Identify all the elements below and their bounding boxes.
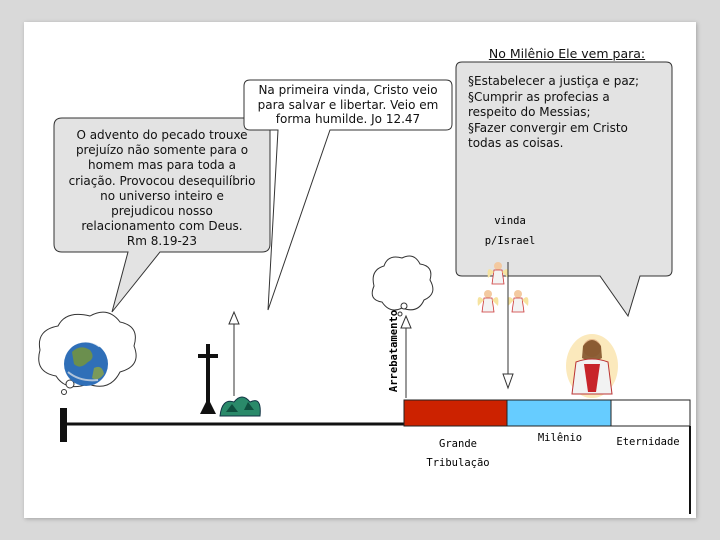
first-coming-callout-text: [246, 83, 450, 127]
millennium-line: §Fazer convergir em Cristo: [468, 120, 628, 135]
timeline: [60, 400, 690, 514]
advent-line: Rm 8.19-23: [126, 234, 198, 249]
coming-label-israel: p/Israel: [484, 235, 536, 247]
millennium-line: §Estabelecer a justiça e paz;: [468, 74, 640, 88]
tribulation-segment: [404, 400, 507, 426]
cloud-icon: [372, 256, 433, 316]
eternity-label: Eternidade: [616, 436, 680, 448]
cross-icon: [198, 344, 218, 414]
advent-line: criação. Provocou desequilíbrio: [68, 173, 256, 188]
rapture-arrow: [401, 316, 411, 398]
millennium-callout-text: [468, 74, 668, 152]
tribulation-label-2: Tribulação: [426, 457, 490, 469]
first-coming-line: para salvar e libertar. Veio em: [257, 97, 439, 112]
advent-line: prejudicou nosso: [111, 204, 213, 219]
rapture-label: Arrebatamento: [388, 309, 400, 393]
tribulation-label-1: Grande: [439, 438, 477, 450]
advent-line: prejuízo não somente para o: [75, 143, 249, 158]
advent-callout-text: [56, 128, 268, 250]
millennium-segment: [507, 400, 611, 426]
millennium-line: todas as coisas.: [468, 136, 564, 150]
advent-line: no universo inteiro e: [100, 188, 224, 203]
christ-portrait-icon: [566, 334, 618, 398]
empty-tomb-icon: [220, 397, 260, 416]
ascension-arrow: [229, 312, 239, 396]
coming-label-vinda: vinda: [494, 215, 526, 227]
first-coming-line: forma humilde. Jo 12.47: [275, 112, 421, 126]
millennium-title: No Milênio Ele vem para:: [488, 46, 646, 61]
advent-line: relacionamento com Deus.: [81, 219, 243, 234]
millennium-line: §Cumprir as profecias a: [468, 89, 610, 104]
millennium-label: Milênio: [537, 432, 583, 444]
advent-line: O advento do pecado trouxe: [76, 128, 248, 142]
millennium-line: respeito do Messias;: [468, 105, 591, 119]
second-coming-arrow: [503, 262, 513, 388]
eternity-segment: [611, 400, 690, 426]
advent-line: homem mas para toda a: [88, 158, 236, 173]
first-coming-line: Na primeira vinda, Cristo veio: [258, 83, 438, 97]
